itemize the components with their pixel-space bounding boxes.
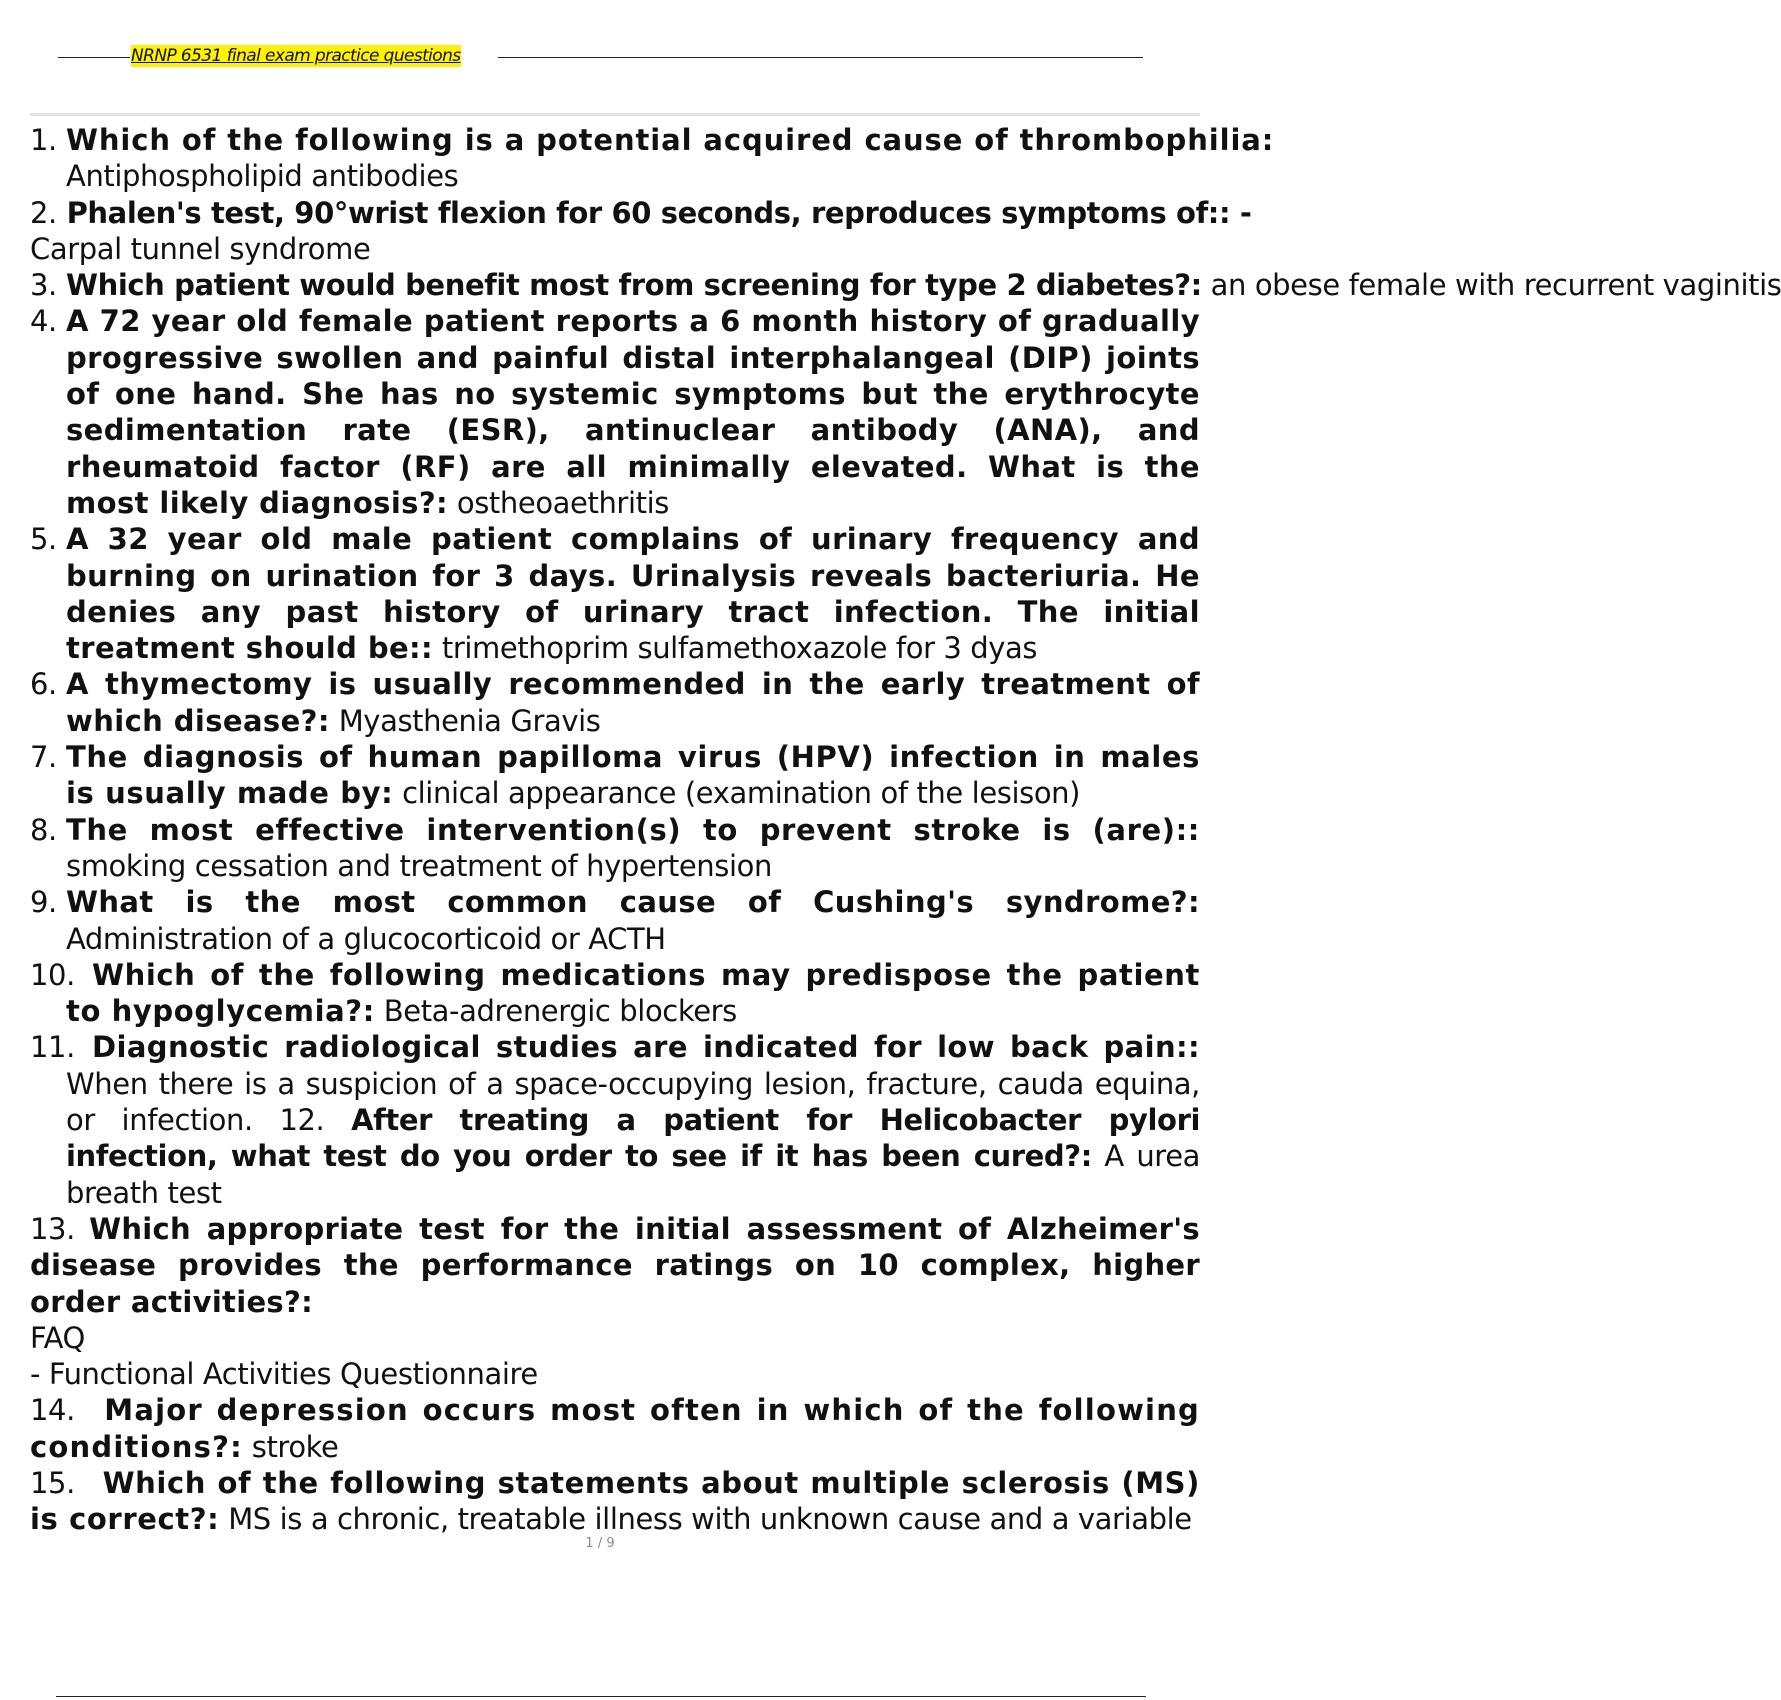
item-number: 10. [30, 957, 75, 992]
document-title: NRNP 6531 final exam practice questions [131, 46, 461, 66]
answer-text: Beta-adrenergic blockers [383, 994, 737, 1029]
answer-text: stroke [251, 1429, 339, 1464]
answer-text: Myasthenia Gravis [338, 703, 601, 738]
question-item-3 [30, 267, 1781, 303]
answer-text: trimethoprim sulfamethoxazole for 3 dyas [441, 631, 1038, 666]
answer-text: Administration of a glucocorticoid or ACTH [66, 921, 666, 956]
question-text: A 32 year old male patient complains of urinary frequency and burning on urination for 3 days. Urinalysis reveals bacteriuria. He denies any past history of urinary tract infection. The initial treatment should be:: [66, 522, 1200, 666]
question-text: Which patient would benefit most from screening for type 2 diabetes?: [66, 268, 1202, 303]
item-number: 6. [30, 667, 57, 702]
question-text: The most effective intervention(s) to prevent stroke is (are):: [66, 812, 1200, 847]
question-text: Which of the following is a potential acquired cause of thrombophilia: [66, 123, 1275, 157]
question-item-9 [30, 884, 1200, 957]
answer-text-12: A urea breath test [66, 1139, 1201, 1210]
question-text: Which appropriate test for the initial assessment of Alzheimer's disease provides the performance ratings on 10 complex, higher order activities?: [30, 1211, 1200, 1319]
question-text: A thymectomy is usually recommended in the early treatment of which disease?: [66, 667, 1200, 738]
answer-text: clinical appearance (examination of the lesison) [402, 776, 1081, 811]
question-text: Major depression occurs most often in which of the following conditions?: [30, 1393, 1201, 1464]
item-number: 11. [30, 1030, 75, 1065]
answer-text: Antiphospholipid antibodies [66, 159, 459, 194]
footer-rule [56, 1696, 1146, 1697]
question-item-8 [30, 812, 1200, 885]
item-number: 3. [30, 268, 57, 303]
question-item-13 [30, 1211, 1200, 1392]
item-number: 14. [30, 1393, 75, 1428]
question-text: The diagnosis of human papilloma virus (HPV) infection in males is usually made by: [66, 740, 1200, 811]
item-number: 1. [30, 123, 57, 157]
question-text: Diagnostic radiological studies are indicated for low back pain:: [92, 1030, 1200, 1065]
question-text: Which of the following statements about multiple sclerosis (MS) is correct?: [30, 1465, 1200, 1537]
header-rule-right [498, 57, 1143, 58]
question-item-1 [30, 122, 1275, 195]
question-text: Phalen's test, 90°wrist flexion for 60 seconds, reproduces symptoms of:: - [66, 195, 1252, 230]
item-number: 2. [30, 195, 57, 230]
item-number: 5. [30, 522, 57, 557]
question-item-11 [30, 1029, 1200, 1210]
question-text: Which of the following medications may predispose the patient to hypoglycemia?: [66, 957, 1200, 1029]
question-text: What is the most common cause of Cushing's syndrome?: [66, 885, 1200, 920]
question-item-2 [30, 195, 1252, 268]
answer-text: FAQ [30, 1320, 85, 1355]
question-item-14 [30, 1392, 1200, 1465]
question-item-5 [30, 521, 1200, 666]
answer-text: an obese female with recurrent vaginitis [1210, 268, 1781, 303]
answer-text-continued: - Functional Activities Questionnaire [30, 1357, 538, 1392]
answer-text: smoking cessation and treatment of hypertension [66, 848, 772, 883]
question-list [30, 122, 1781, 1537]
answer-text: Carpal tunnel syndrome [30, 231, 371, 266]
answer-text: MS is a chronic, treatable illness with unknown cause and a variable [228, 1502, 1192, 1537]
item-number: 15. [30, 1465, 75, 1500]
question-text-12: After treating a patient for Helicobacter pylori infection, what test do you order to see if it has been cured?: [66, 1103, 1201, 1174]
page-indicator: 1 / 9 [585, 1536, 615, 1551]
item-number: 7. [30, 740, 57, 775]
question-item-10 [30, 957, 1200, 1030]
item-number: 13. [30, 1211, 75, 1246]
question-item-7 [30, 739, 1200, 812]
item-number: 4. [30, 304, 57, 339]
question-item-15 [30, 1465, 1200, 1538]
question-text: A 72 year old female patient reports a 6 month history of gradually progressive swollen and painful distal interphalangeal (DIP) joints of one hand. She has no systemic symptoms but the erythrocyte sedimentation rate (ESR), antinuclear antibody (ANA), and rheumatoid factor (RF) are all minimally elevated. What is the most likely diagnosis?: [66, 304, 1200, 520]
top-separator [30, 113, 1200, 116]
item-number: 9. [30, 885, 57, 920]
answer-text: When there is a suspicion of a space-occupying lesion, fracture, cauda equina, or infection. 12. [66, 1066, 1200, 1138]
item-number: 8. [30, 812, 57, 847]
question-item-4 [30, 303, 1200, 521]
answer-text: ostheoaethritis [456, 485, 669, 520]
question-item-6 [30, 666, 1200, 739]
header-rule-left [58, 57, 130, 58]
